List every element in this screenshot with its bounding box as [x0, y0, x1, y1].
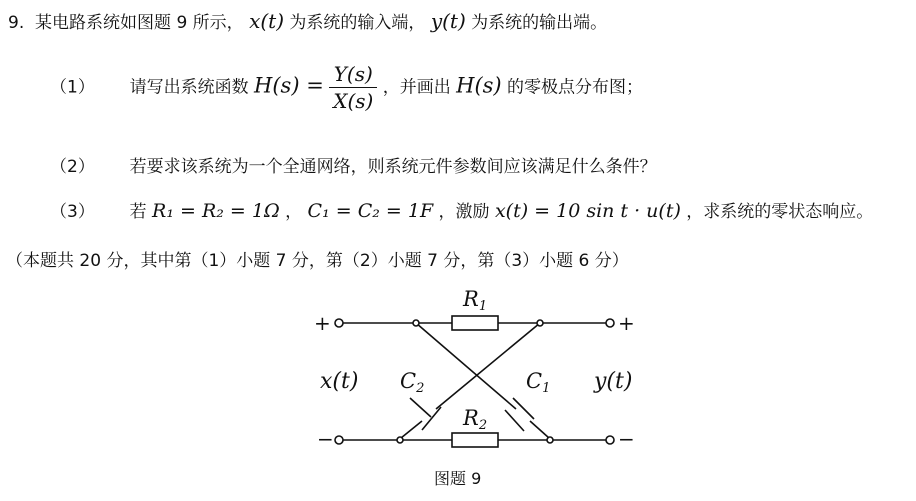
figure-caption: 图题 9	[434, 469, 482, 488]
part-3-formula-3: x(t) = 10 sin t · u(t)	[494, 200, 681, 222]
cross-wire-b	[436, 323, 540, 409]
part-3-text-3: ，激励	[438, 202, 495, 222]
part-3-text-1: 若	[129, 202, 153, 222]
resistor-r2	[452, 433, 498, 447]
cross-wire-b-tail	[401, 421, 422, 438]
node-top-left	[413, 320, 419, 326]
label-minus-right: −	[618, 427, 635, 451]
node-top-right	[537, 320, 543, 326]
label-input: x(t)	[320, 369, 359, 394]
part-2-label: （2）	[50, 157, 95, 177]
terminal-bottom-left	[335, 436, 343, 444]
fraction-numerator: Y(s)	[329, 62, 377, 88]
part-1-text-before: 请写出系统函数	[129, 77, 255, 98]
label-r2: R2	[463, 406, 488, 433]
node-bottom-right	[547, 437, 553, 443]
cross-wire-a	[416, 323, 516, 409]
label-r1: R1	[463, 287, 488, 314]
label-plus-right: +	[618, 311, 635, 335]
part-3-text-2: ，	[285, 202, 303, 222]
label-output: y(t)	[594, 369, 633, 394]
stem-text-3: 为系统的输出端。	[471, 13, 608, 33]
stem-text-1: 某电路系统如图题 9 所示，	[35, 13, 244, 33]
resistor-r1	[452, 316, 498, 330]
scoring-note: （本题共 20 分，其中第（1）小题 7 分，第（2）小题 7 分，第（3）小题 6 分）	[6, 251, 629, 271]
part-1-label: （1）	[50, 77, 95, 98]
part-3-label: （3）	[50, 202, 95, 222]
cross-wire-a-tail	[530, 421, 549, 438]
part-1-formula-2: H(s)	[456, 73, 502, 98]
label-minus-left: −	[317, 427, 334, 451]
part-3-text-4: ，求系统的零状态响应。	[686, 202, 874, 222]
question-number: 9.	[8, 13, 25, 33]
terminal-top-left	[335, 319, 343, 327]
terminal-bottom-right	[606, 436, 614, 444]
label-c2: C2	[400, 369, 425, 396]
capacitor-c2-plate-1	[410, 398, 431, 417]
part-1-text-after: ，并画出	[382, 77, 457, 98]
label-c1: C1	[526, 369, 551, 396]
part-2-text: 若要求该系统为一个全通网络，则系统元件参数间应该满足什么条件？	[129, 157, 657, 177]
capacitor-c1-plate-2	[505, 410, 524, 431]
part-3-formula-2: C₁ = C₂ = 1F	[307, 200, 434, 222]
node-bottom-left	[397, 437, 403, 443]
fraction-denominator: X(s)	[333, 89, 374, 113]
stem-text-2: 为系统的输入端，	[289, 13, 426, 33]
terminal-top-right	[606, 319, 614, 327]
part-1-formula-lhs: H(s) =	[254, 73, 324, 98]
label-plus-left: +	[314, 311, 331, 335]
stem-output-symbol: y(t)	[430, 9, 466, 33]
part-3-formula-1: R₁ = R₂ = 1Ω	[152, 200, 280, 222]
stem-input-symbol: x(t)	[249, 9, 284, 33]
part-1-text-end: 的零极点分布图；	[507, 77, 644, 98]
